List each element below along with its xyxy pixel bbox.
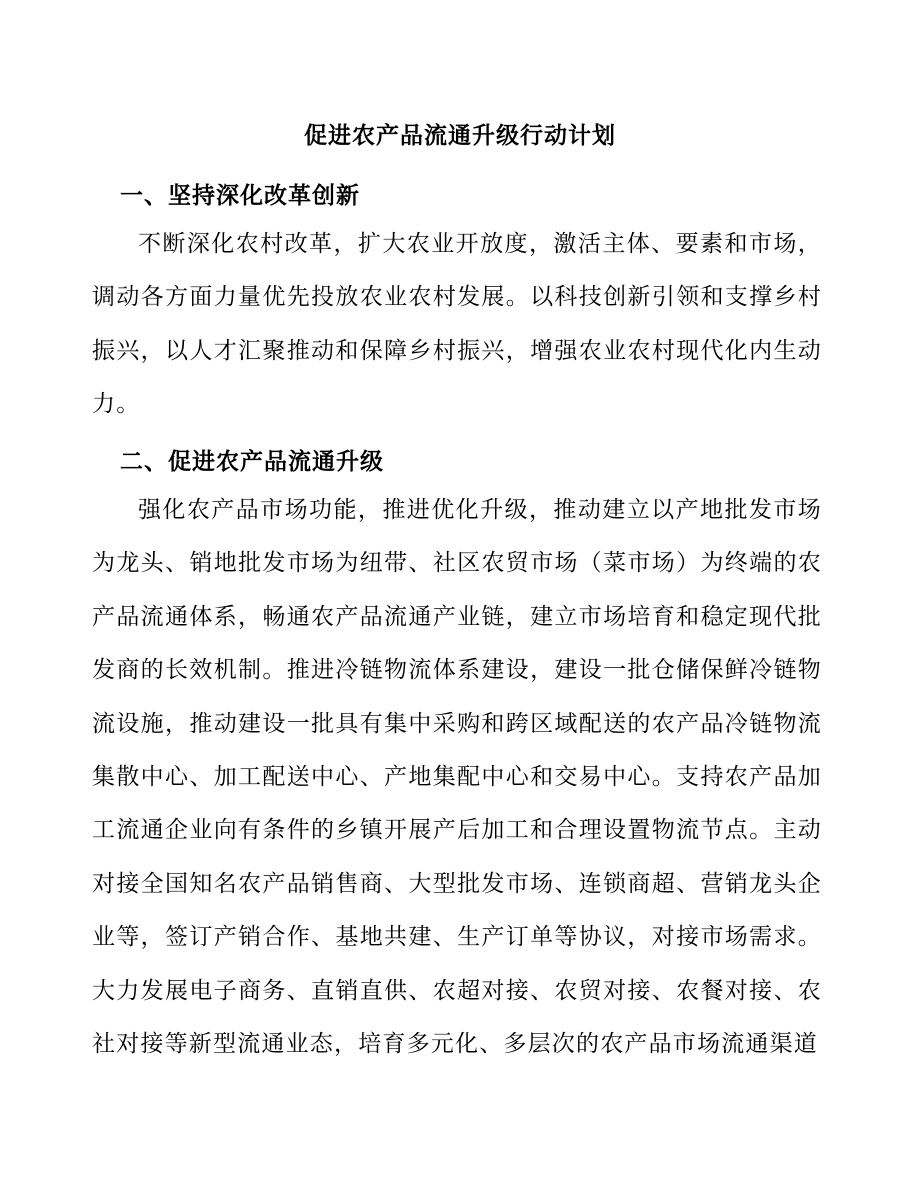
section-paragraph-1: 不断深化农村改革，扩大农业开放度，激活主体、要素和市场，调动各方面力量优先投放农业农村发展。以科技创新引领和支撑乡村振兴，以人才汇聚推动和保障乡村振兴，增强农业农村现代化内生动力。	[92, 231, 822, 418]
document-title: 促进农产品流通升级行动计划	[304, 122, 616, 149]
section-heading-1: 一、坚持深化改革创新	[120, 182, 360, 209]
section-heading-2: 二、促进农产品流通升级	[120, 448, 384, 475]
section-paragraph-2: 强化农产品市场功能，推进优化升级，推动建立以产地批发市场为龙头、销地批发市场为纽带、社区农贸市场（菜市场）为终端的农产品流通体系，畅通农产品流通产业链，建立市场培育和稳定现代批发商的长效机制。推进冷链物流体系建设，建设一批仓储保鲜冷链物流设施，推动建设一批具有集中采购和跨区域配送的农产品冷链物流集散中心、加工配送中心、产地集配中心和交易中心。支持农产品加工流通企业向有条件的乡镇开展产后加工和合理设置物流节点。主动对接全国知名农产品销售商、大型批发市场、连锁商超、营销龙头企业等，签订产销合作、基地共建、生产订单等协议，对接市场需求。大力发展电子商务、直销直供、农超对接、农贸对接、农餐对接、农社对接等新型流通业态，培育多元化、多层次的农产品市场流通渠道	[92, 497, 822, 1058]
